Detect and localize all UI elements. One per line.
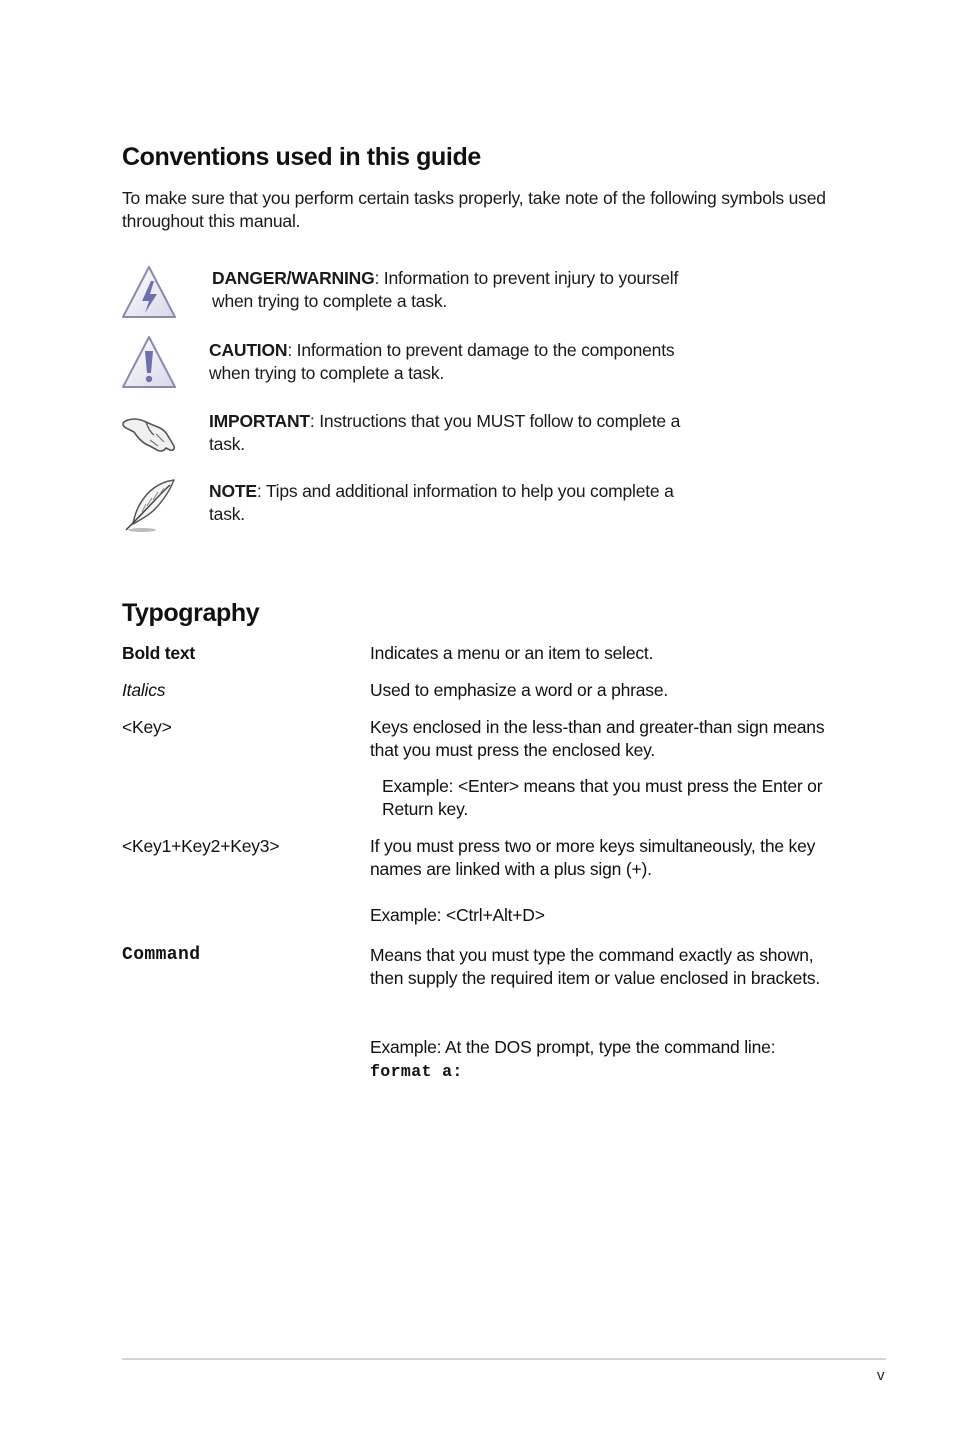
notice-danger-warning: [212, 267, 712, 313]
desc-command: Means that you must type the command exactly as shown, then supply the required item or value enclosed in brackets.: [370, 945, 821, 988]
typography-title: Typography: [122, 599, 260, 627]
desc-italics: Used to emphasize a word or a phrase.: [370, 680, 669, 700]
desc-key-combo: If you must press two or more keys simultaneously, the key names are linked with a plus sign (+).: [370, 836, 816, 879]
example-key: Example: <Enter> means that you must press the Enter or Return key.: [382, 776, 823, 819]
notice-text: : Tips and additional information to help you complete a task.: [209, 481, 674, 524]
desc-key: Keys enclosed in the less-than and greater-than sign means that you must press the enclosed key.: [370, 717, 825, 760]
example-command: Example: At the DOS prompt, type the command line:: [370, 1037, 776, 1057]
notice-important: [209, 410, 709, 456]
feather-quill-icon: [120, 476, 178, 534]
conventions-title: Conventions used in this guide: [122, 143, 481, 171]
conventions-intro: To make sure that you perform certain tasks properly, take note of the following symbols used throughout this manual.: [122, 188, 826, 231]
notice-text: : Information to prevent damage to the components when trying to complete a task.: [209, 340, 675, 383]
term-italics: Italics: [122, 680, 166, 700]
term-key: <Key>: [122, 717, 172, 737]
term-key-combo: <Key1+Key2+Key3>: [122, 836, 280, 856]
notice-label: IMPORTANT: [209, 411, 310, 431]
lightning-warning-icon: [120, 264, 178, 322]
page-number: v: [877, 1367, 885, 1384]
exclamation-caution-icon: [120, 334, 178, 392]
notice-text: : Information to prevent injury to yourself when trying to complete a task.: [212, 268, 679, 311]
footer-divider: [122, 1358, 886, 1360]
term-command: Command: [122, 945, 201, 965]
example-command-code: format a:: [370, 1062, 463, 1081]
notice-caution: [209, 339, 709, 385]
notice-text: : Instructions that you MUST follow to complete a task.: [209, 411, 681, 454]
notice-label: DANGER/WARNING: [212, 268, 375, 288]
notice-note: [209, 480, 709, 526]
notice-label: NOTE: [209, 481, 257, 501]
example-key-combo: Example: <Ctrl+Alt+D>: [370, 905, 545, 925]
pointing-hand-icon: [120, 404, 178, 462]
term-bold-text: Bold text: [122, 643, 196, 663]
notice-label: CAUTION: [209, 340, 288, 360]
desc-bold-text: Indicates a menu or an item to select.: [370, 643, 654, 663]
